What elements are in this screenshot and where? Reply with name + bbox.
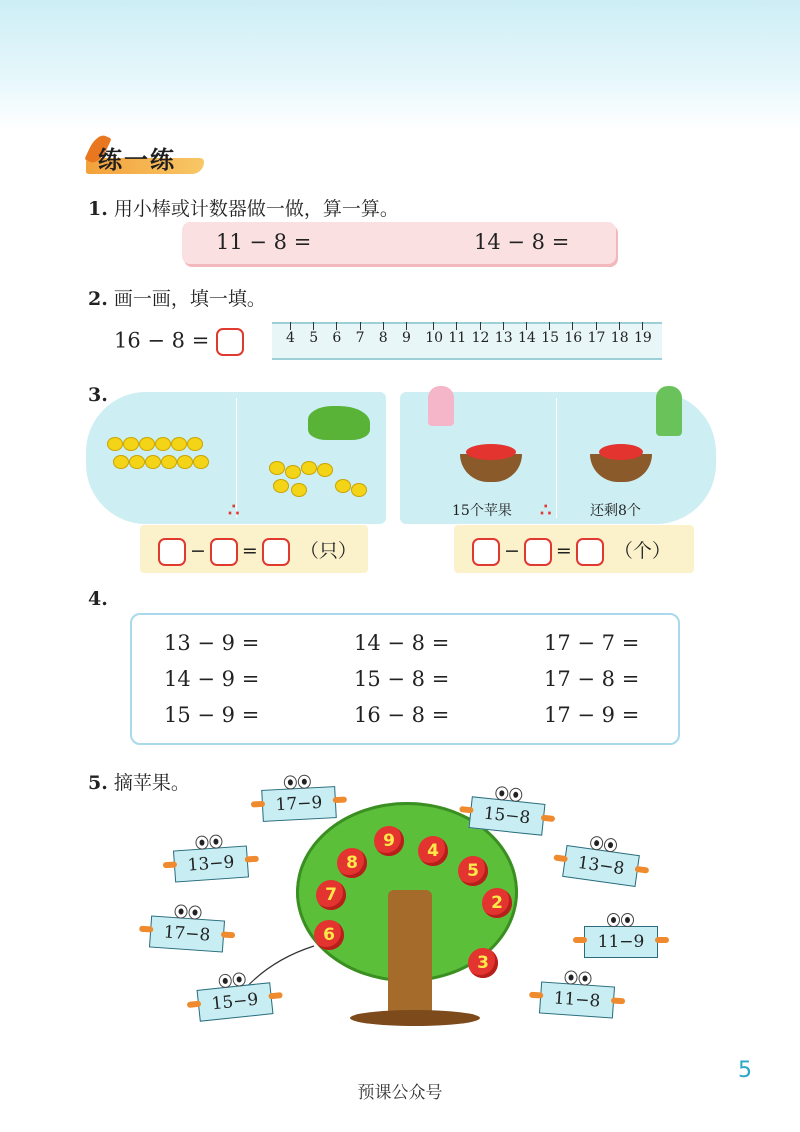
chick-icon [270, 462, 284, 474]
scene-divider [556, 398, 557, 518]
number-line-tick [406, 322, 407, 330]
footer-text: 预课公众号 [357, 1083, 443, 1103]
question-text: 画一画，填一填。 [113, 288, 266, 310]
number-line-label: 11 [448, 330, 467, 346]
equation-card[interactable]: 17−9 [261, 786, 337, 822]
question-text: 用小棒或计数器做一做，算一算。 [113, 198, 399, 220]
q1-equation-b: 14 − 8 = [474, 230, 570, 254]
number-line-tick [290, 322, 291, 330]
number-line-tick [480, 322, 481, 330]
top-gradient-band [0, 0, 800, 130]
number-line-label: 15 [541, 330, 560, 346]
basket-icon [460, 454, 522, 482]
chick-icon [162, 456, 176, 468]
basket-icon [590, 454, 652, 482]
question-number: 2. [88, 288, 108, 310]
bush-icon [308, 406, 370, 440]
number-line-label: 6 [332, 330, 342, 346]
equation: 17 − 8 = [544, 667, 640, 691]
number-line-tick [526, 322, 527, 330]
equation-card[interactable]: 15−8 [469, 796, 546, 836]
q3-left-expression: − = （只） [154, 536, 357, 566]
because-dots: ∴ [228, 500, 240, 521]
number-line-tick [596, 322, 597, 330]
answer-box[interactable] [472, 538, 500, 566]
apple[interactable]: 5 [458, 856, 488, 886]
apple[interactable]: 6 [314, 920, 344, 950]
number-line-label: 4 [286, 330, 295, 346]
q1-equation-a: 11 − 8 = [216, 230, 312, 254]
equation: 17 − 7 = [544, 631, 640, 655]
number-line-tick [313, 322, 314, 330]
number-line-label: 18 [610, 330, 629, 346]
chick-icon [108, 438, 122, 450]
number-line-label: 5 [309, 330, 319, 346]
number-line-label: 14 [518, 330, 536, 346]
answer-box[interactable] [210, 538, 238, 566]
remaining-label: 还剩8个 [590, 503, 641, 519]
chick-icon [178, 456, 192, 468]
number-line-tick [503, 322, 504, 330]
tree-trunk [388, 890, 432, 1020]
number-line-tick [433, 322, 434, 330]
equation: 13 − 9 = [164, 631, 260, 655]
chick-icon [292, 484, 306, 496]
number-line-label: 8 [378, 330, 388, 346]
question-2 [88, 284, 266, 311]
number-line-tick [619, 322, 620, 330]
equation: 17 − 9 = [544, 703, 640, 727]
because-dots: ∴ [540, 500, 552, 521]
chick-icon [336, 480, 350, 492]
answer-box[interactable] [524, 538, 552, 566]
question-1 [88, 194, 399, 221]
number-line-tick [336, 322, 337, 330]
apple[interactable]: 4 [418, 836, 448, 866]
question-number: 3. [88, 384, 108, 406]
question-text: 摘苹果。 [113, 772, 190, 794]
number-line-label: 7 [355, 330, 365, 346]
number-line-label: 13 [494, 330, 513, 346]
tree-ground [350, 1010, 480, 1026]
question-4 [88, 588, 108, 610]
chick-icon [302, 462, 316, 474]
q2-equation-text: 16 − 8 = [114, 328, 210, 353]
number-line-label: 12 [471, 330, 490, 346]
chick-icon [352, 484, 366, 496]
apple[interactable]: 2 [482, 888, 512, 918]
equation-card[interactable]: 13−9 [173, 845, 249, 882]
answer-box[interactable] [576, 538, 604, 566]
q3-left-answer [140, 525, 368, 573]
question-number: 1. [88, 198, 108, 220]
section-title-text: 练一练 [98, 146, 176, 174]
unit-label: （只） [299, 540, 357, 562]
q4-equation-box [130, 613, 680, 745]
number-line-tick [572, 322, 573, 330]
equation: 15 − 9 = [164, 703, 260, 727]
number-line-tick [383, 322, 384, 330]
q3-right-expression: − = （个） [468, 536, 671, 566]
apple[interactable]: 9 [374, 826, 404, 856]
unit-label: （个） [613, 540, 671, 562]
chick-icon [274, 480, 288, 492]
number-line-tick [642, 322, 643, 330]
chick-icon [140, 438, 154, 450]
apples-scene [400, 392, 716, 524]
number-line-label: 19 [634, 330, 652, 346]
equation-card[interactable]: 15−9 [197, 982, 274, 1022]
number-line-label: 16 [564, 330, 583, 346]
equation: 14 − 9 = [164, 667, 260, 691]
chick-icon [188, 438, 202, 450]
chick-icon [318, 464, 332, 476]
chick-icon [172, 438, 186, 450]
number-line-label: 17 [587, 330, 606, 346]
question-number: 4. [88, 588, 108, 610]
number-line-tick [456, 322, 457, 330]
chick-icon [156, 438, 170, 450]
q3-right-answer [454, 525, 694, 573]
q2-equation [114, 328, 244, 356]
answer-box[interactable] [158, 538, 186, 566]
chick-icon [124, 438, 138, 450]
apple[interactable]: 7 [316, 880, 346, 910]
question-number: 5. [88, 772, 108, 794]
section-title [88, 140, 208, 174]
equation-card[interactable]: 13−8 [562, 845, 640, 887]
number-line-tick [549, 322, 550, 330]
equation: 14 − 8 = [354, 631, 450, 655]
apple[interactable]: 8 [337, 848, 367, 878]
chick-icon [130, 456, 144, 468]
apple[interactable]: 3 [468, 948, 498, 978]
apples-count-label: 15个苹果 [452, 503, 512, 519]
chick-icon [146, 456, 160, 468]
equation-card[interactable]: 11−8 [539, 981, 615, 1018]
equation-card[interactable]: 17−8 [149, 915, 225, 952]
chick-icon [194, 456, 208, 468]
chick-icon [114, 456, 128, 468]
number-line-tick [360, 322, 361, 330]
question-5 [88, 768, 190, 795]
girl-icon [428, 386, 454, 426]
question-3 [88, 384, 108, 406]
equation: 16 − 8 = [354, 703, 450, 727]
equation-card[interactable]: 11−9 [584, 926, 658, 958]
page-number: 5 [738, 1058, 752, 1083]
number-line-label: 10 [425, 330, 444, 346]
number-line-label: 9 [402, 330, 411, 346]
girl-with-apples-icon [656, 386, 682, 436]
equation: 15 − 8 = [354, 667, 450, 691]
answer-box[interactable] [262, 538, 290, 566]
chick-icon [286, 466, 300, 478]
answer-box[interactable] [216, 328, 244, 356]
